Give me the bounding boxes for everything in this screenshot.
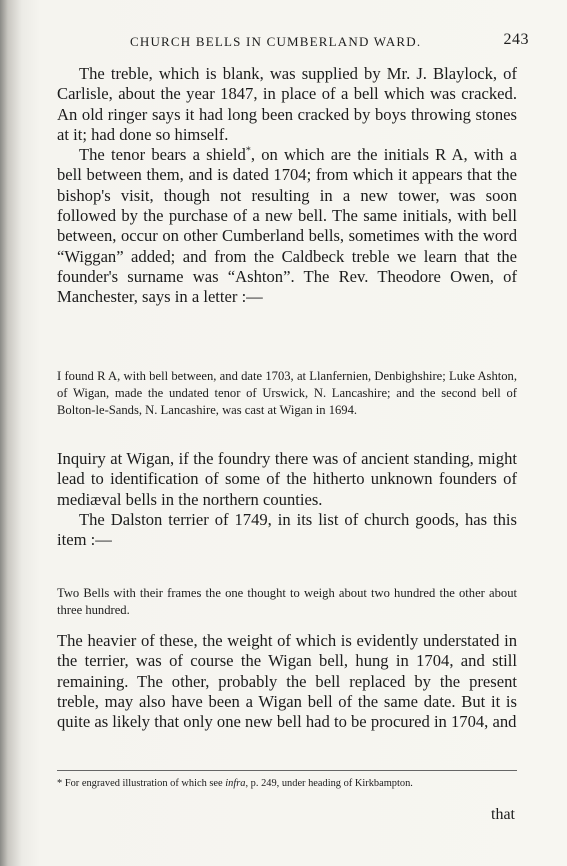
footnote-marker: * bbox=[245, 145, 251, 157]
paragraph-treble: The treble, which is blank, was supplied by Mr. J. Blaylock, of Carlisle, about the year 1847, in place of a bell which was cracked. An old ringer says it had long been cracked by boys throwing stones at it; had done so himself. bbox=[57, 64, 517, 144]
main-text-block-2 bbox=[57, 449, 517, 550]
running-title: CHURCH BELLS IN CUMBERLAND WARD. bbox=[130, 34, 422, 49]
footnote-rule bbox=[57, 770, 517, 771]
footnote-mark: * bbox=[57, 778, 63, 789]
quoted-terrier bbox=[57, 585, 517, 619]
paragraph-dalston: The Dalston terrier of 1749, in its list of church goods, has this item :— bbox=[57, 509, 517, 550]
running-header bbox=[130, 31, 529, 54]
footnote bbox=[57, 777, 517, 790]
main-text-block-3 bbox=[57, 631, 517, 732]
quoted-letter bbox=[57, 368, 517, 420]
quote-letter-text: I found R A, with bell between, and date 1703, at Llanfernien, Denbighshire; Luke Ashton, of Wigan, made the undated tenor of Urswick, N. Lancashire; and the second bell of Bolton-le-Sands, N. Lancashire, was cast at Wigan in 1694. bbox=[57, 369, 517, 418]
footnote-text-after: , p. 249, under heading of Kirkbampton. bbox=[245, 778, 413, 789]
paragraph-tenor-rest: , on which are the initials R A, with a bell between them, and is dated 1704; from which it appears that the bishop's visit, though not resulting in a new tower, was soon followed by the purchase of a new bell. The same initials, with bell between, occur on other Cumberland bells, sometimes with the word “Wiggan” added; and from the Caldbeck treble we learn that the founder's surname was “Ashton”. The Rev. Theodore Owen, of Manchester, says in a letter :— bbox=[57, 145, 517, 307]
footnote-ref: infra bbox=[225, 778, 246, 789]
paragraph-tenor bbox=[57, 145, 517, 307]
main-text-block-1 bbox=[57, 64, 517, 308]
paragraph-heavier: The heavier of these, the weight of which is evidently understated in the terrier, was of course the Wigan bell, hung in 1704, and still remaining. The other, probably the bell replaced by the present treble, may also have been a Wigan bell of the same date. But it is quite as likely that only one new bell had to be procured in 1704, and bbox=[57, 631, 517, 732]
quote-terrier-text: Two Bells with their frames the one thought to weigh about two hundred the other about three hundred. bbox=[57, 586, 517, 618]
catchword: that bbox=[491, 806, 515, 823]
page-number: 243 bbox=[503, 31, 529, 48]
paragraph-tenor-start: The tenor bears a shield bbox=[79, 145, 246, 165]
footnote-text-before: For engraved illustration of which see bbox=[64, 778, 223, 789]
paragraph-inquiry: Inquiry at Wigan, if the foundry there was of ancient standing, might lead to identification of some of the hitherto unknown founders of mediæval bells in the northern counties. bbox=[57, 449, 517, 509]
